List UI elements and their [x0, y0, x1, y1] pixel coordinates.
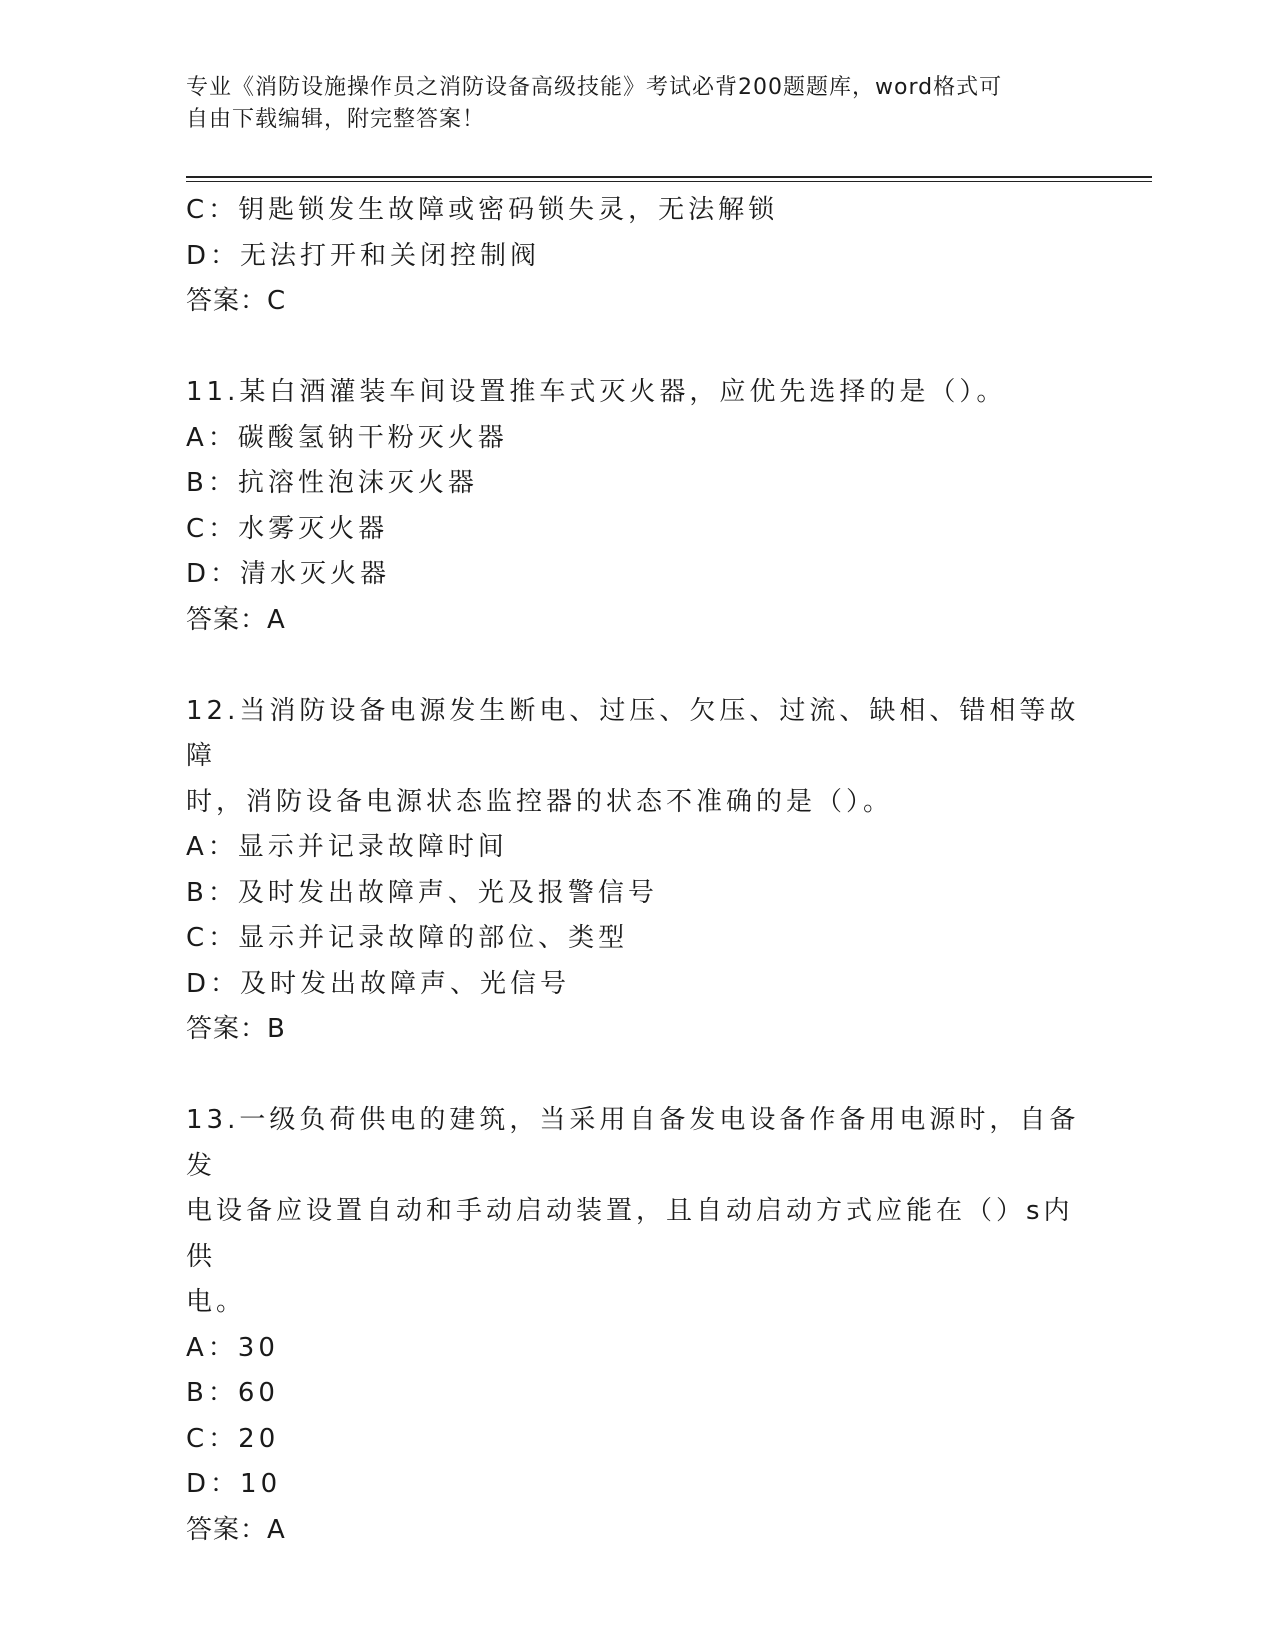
option-c: C：钥匙锁发生故障或密码锁失灵，无法解锁 — [186, 195, 779, 225]
document-header — [186, 72, 1066, 136]
header-divider-thick — [186, 176, 1152, 178]
question-list — [186, 188, 1086, 1553]
spacer — [186, 643, 1086, 689]
question-stem-line-3: 电。 — [186, 1287, 247, 1317]
answer-line: 答案：B — [186, 1014, 286, 1044]
header-line-1: 专业《消防设施操作员之消防设备高级技能》考试必背200题题库，word格式可 — [186, 75, 1003, 100]
spacer — [186, 1053, 1086, 1099]
option-a: A：显示并记录故障时间 — [186, 832, 508, 862]
answer-line: 答案：A — [186, 1514, 286, 1545]
option-c: C：20 — [186, 1423, 280, 1454]
header-line-2: 自由下载编辑，附完整答案！ — [186, 107, 486, 132]
question-stem: 11.某白酒灌装车间设置推车式灭火器，应优先选择的是（）。 — [186, 377, 1007, 407]
spacer — [186, 325, 1086, 371]
option-c: C：显示并记录故障的部位、类型 — [186, 923, 629, 953]
header-divider-thin — [186, 181, 1152, 182]
option-b: B：60 — [186, 1378, 279, 1408]
question-11 — [186, 370, 1086, 643]
question-10-tail — [186, 188, 1086, 325]
option-d: D：及时发出故障声、光信号 — [186, 968, 571, 999]
option-d: D：10 — [186, 1469, 282, 1499]
option-a: A：碳酸氢钠干粉灭火器 — [186, 422, 508, 453]
option-d: D：无法打开和关闭控制阀 — [186, 240, 541, 271]
option-b: B：及时发出故障声、光及报警信号 — [186, 877, 658, 908]
option-a: A：30 — [186, 1332, 279, 1363]
option-b: B：抗溶性泡沫灭火器 — [186, 468, 478, 498]
answer-line: 答案：A — [186, 604, 286, 635]
option-c: C：水雾灭火器 — [186, 513, 389, 544]
question-stem-line-2: 电设备应设置自动和手动启动装置，且自动启动方式应能在（）s内供 — [186, 1196, 1074, 1272]
question-stem-line-1: 13.一级负荷供电的建筑，当采用自备发电设备作备用电源时，自备发 — [186, 1105, 1080, 1181]
option-d: D：清水灭火器 — [186, 559, 391, 589]
question-stem-line-1: 12.当消防设备电源发生断电、过压、欠压、过流、缺相、错相等故障 — [186, 695, 1080, 771]
question-13 — [186, 1098, 1086, 1553]
question-stem-line-2: 时，消防设备电源状态监控器的状态不准确的是（）。 — [186, 786, 894, 817]
answer-line: 答案：C — [186, 286, 287, 316]
question-12 — [186, 689, 1086, 1053]
